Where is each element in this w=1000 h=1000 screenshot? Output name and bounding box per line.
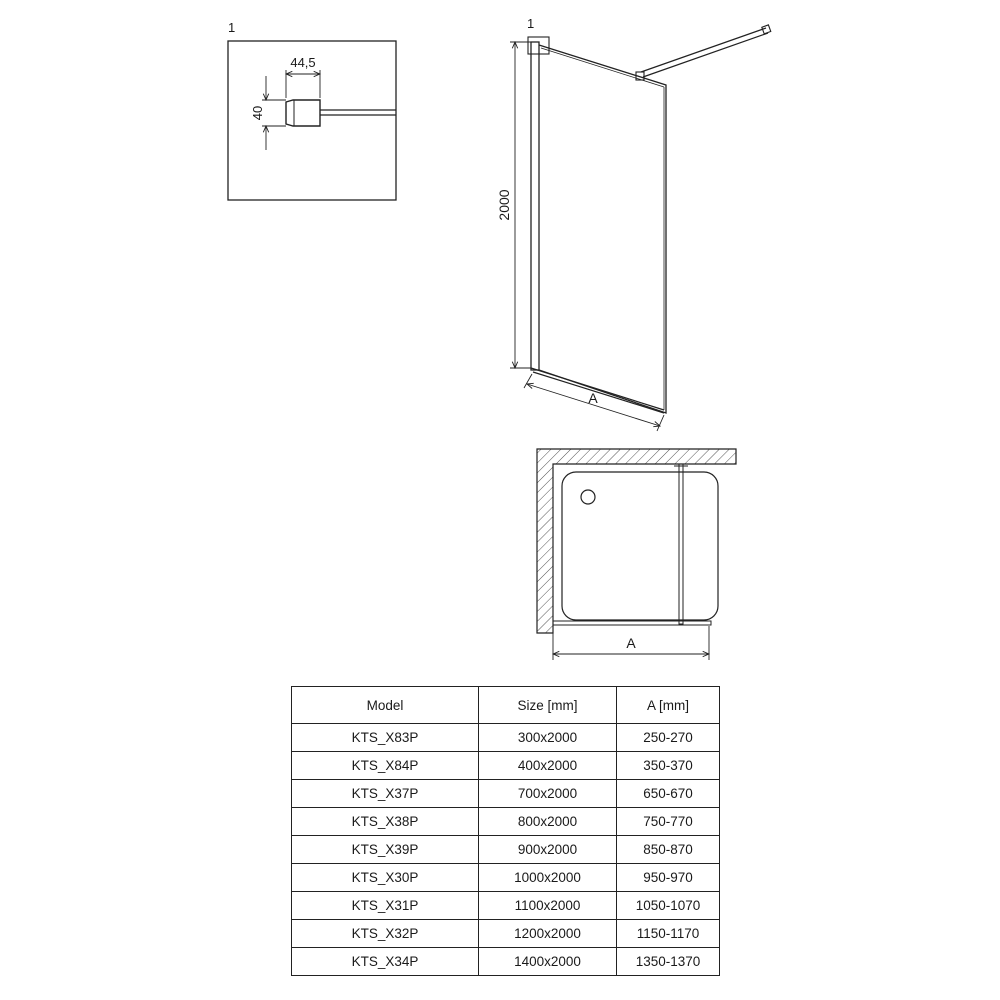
size-cell: 1100x2000 xyxy=(479,892,617,920)
glass-panel xyxy=(539,45,666,413)
shower-tray xyxy=(562,472,718,620)
plan-view xyxy=(537,449,736,660)
wall-profile xyxy=(531,42,539,370)
elevation-detail-label: 1 xyxy=(527,16,535,31)
rod-wall-mount xyxy=(762,25,771,34)
size-cell: 400x2000 xyxy=(479,752,617,780)
model-table xyxy=(291,686,720,976)
a-cell: 650-670 xyxy=(617,780,720,808)
a-cell: 750-770 xyxy=(617,808,720,836)
a-cell: 950-970 xyxy=(617,864,720,892)
size-cell: 1000x2000 xyxy=(479,864,617,892)
model-cell: KTS_X34P xyxy=(292,948,479,976)
detail-width-dim: 44,5 xyxy=(290,55,316,70)
detail-label: 1 xyxy=(228,20,236,35)
a-cell: 1050-1070 xyxy=(617,892,720,920)
table-row xyxy=(292,780,720,808)
wall-bracket-shape xyxy=(286,100,320,126)
model-cell: KTS_X37P xyxy=(292,780,479,808)
table-row xyxy=(292,724,720,752)
size-cell: 300x2000 xyxy=(479,724,617,752)
size-cell: 900x2000 xyxy=(479,836,617,864)
model-cell: KTS_X31P xyxy=(292,892,479,920)
detail-height-dim: 40 xyxy=(250,105,265,121)
header-size: Size [mm] xyxy=(479,687,617,724)
base-profile xyxy=(553,621,711,625)
model-cell: KTS_X32P xyxy=(292,920,479,948)
header-model: Model xyxy=(292,687,479,724)
size-cell: 1200x2000 xyxy=(479,920,617,948)
header-a: A [mm] xyxy=(617,687,720,724)
model-cell: KTS_X83P xyxy=(292,724,479,752)
size-cell: 700x2000 xyxy=(479,780,617,808)
table-header-row xyxy=(292,687,720,724)
a-cell: 1350-1370 xyxy=(617,948,720,976)
table-row xyxy=(292,752,720,780)
detail-view xyxy=(228,20,396,200)
elevation-height-dim: 2000 xyxy=(496,189,512,221)
table-row xyxy=(292,836,720,864)
size-cell: 800x2000 xyxy=(479,808,617,836)
stabilizer-rod-elevation xyxy=(641,28,766,72)
model-cell: KTS_X38P xyxy=(292,808,479,836)
plan-width-dim: A xyxy=(626,635,636,651)
table-row xyxy=(292,808,720,836)
elevation-view xyxy=(496,16,771,431)
a-cell: 1150-1170 xyxy=(617,920,720,948)
wall-section xyxy=(537,449,736,633)
glass-panel-plan xyxy=(679,464,683,624)
size-cell: 1400x2000 xyxy=(479,948,617,976)
drain-icon xyxy=(581,490,595,504)
table-row xyxy=(292,948,720,976)
a-cell: 350-370 xyxy=(617,752,720,780)
model-cell: KTS_X84P xyxy=(292,752,479,780)
model-cell: KTS_X30P xyxy=(292,864,479,892)
table-row xyxy=(292,864,720,892)
elevation-width-dim: A xyxy=(588,390,598,406)
a-cell: 850-870 xyxy=(617,836,720,864)
table-row xyxy=(292,920,720,948)
a-cell: 250-270 xyxy=(617,724,720,752)
model-cell: KTS_X39P xyxy=(292,836,479,864)
table-row xyxy=(292,892,720,920)
